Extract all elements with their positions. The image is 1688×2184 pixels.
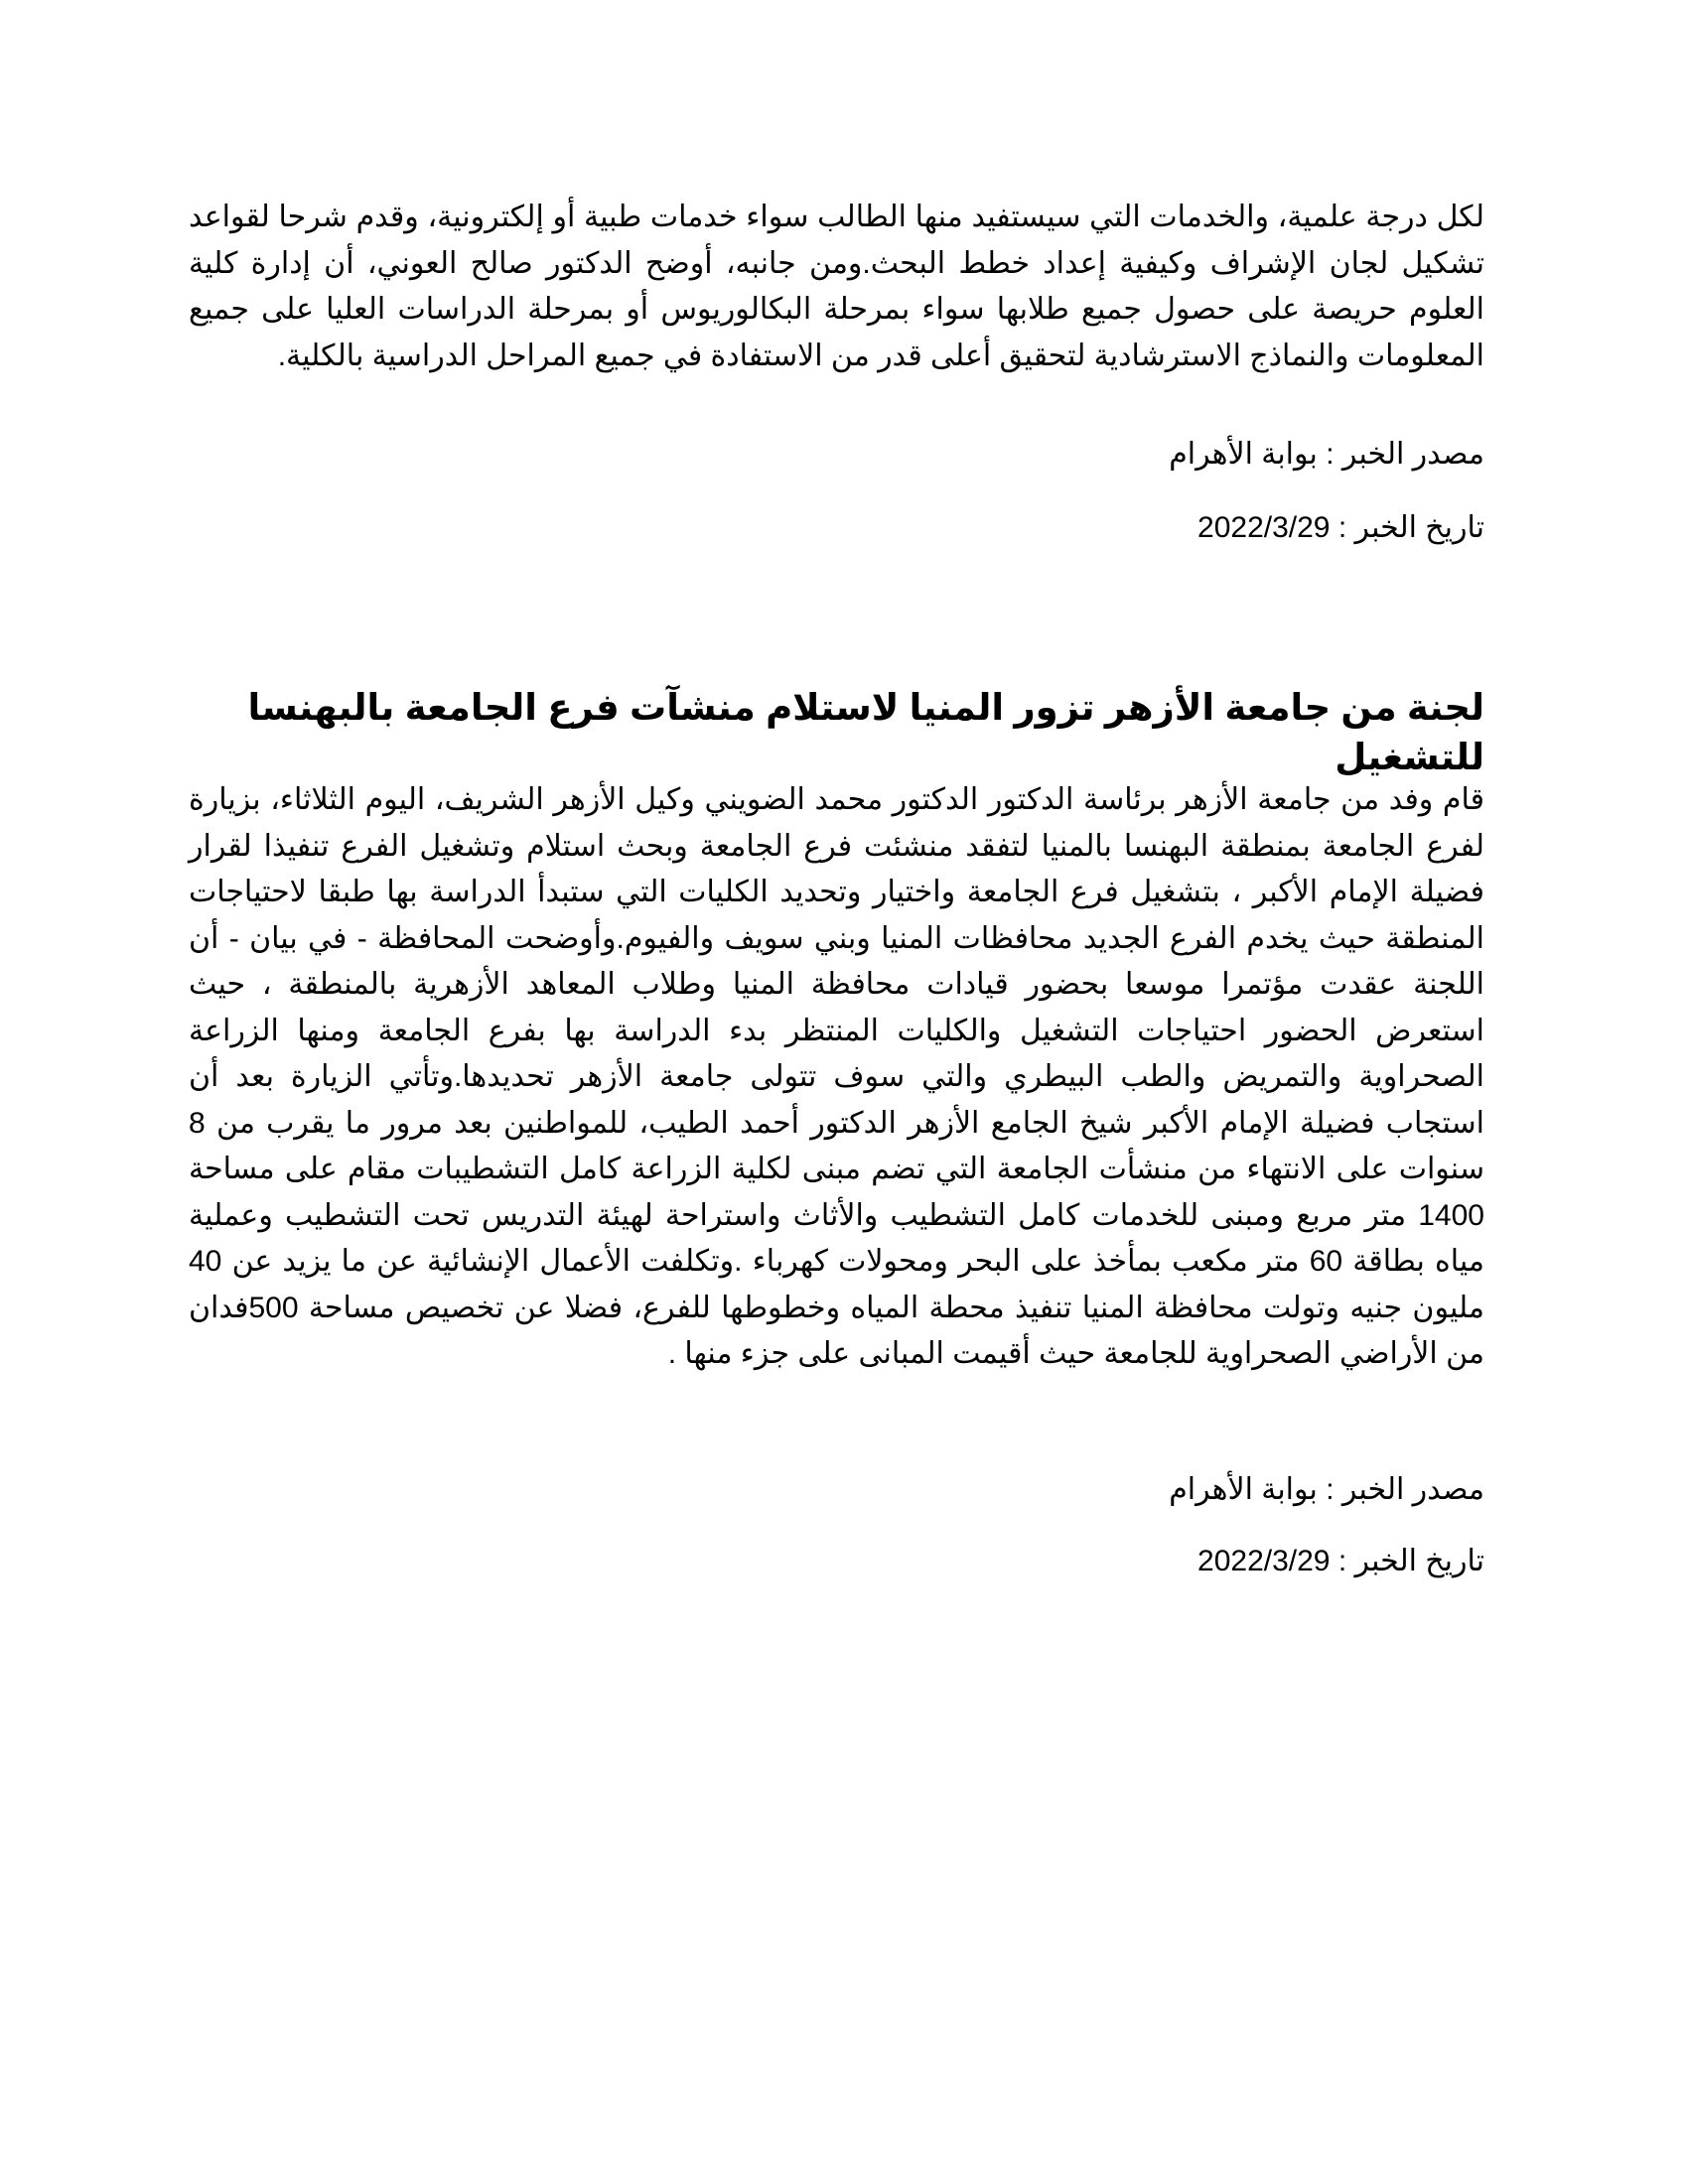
article-2-date-separator: : bbox=[1330, 1545, 1347, 1577]
article-2-source-label: مصدر الخبر bbox=[1341, 1473, 1484, 1506]
article-2-headline: لجنة من جامعة الأزهر تزور المنيا لاستلام منشآت فرع الجامعة بالبهنسا للتشغيل bbox=[247, 687, 1484, 777]
article-2-source-separator: : bbox=[1317, 1473, 1335, 1506]
article-1-date-separator: : bbox=[1330, 511, 1347, 544]
article-1-source-label: مصدر الخبر bbox=[1341, 438, 1484, 471]
article-2-date-value: 2022/3/29 bbox=[1197, 1545, 1331, 1577]
article-1-date-line bbox=[189, 508, 1484, 548]
article-2-source-line bbox=[189, 1470, 1484, 1510]
article-1-date-label: تاريخ الخبر bbox=[1354, 511, 1484, 544]
article-2-body: قام وفد من جامعة الأزهر برئاسة الدكتور الدكتور محمد الضويني وكيل الأزهر الشريف، اليوم الثلاثاء، بزيارة لفرع الجامعة بمنطقة البهنسا بالمنيا لتفقد منشئت فرع الجامعة وبحث استلام وتشغيل الفرع تنفيذا لقرار فضيلة الإمام الأكبر ، بتشغيل فرع الجامعة واختيار وتحديد الكليات التي ستبدأ الدراسة بها طبقا لاحتياجات المنطقة حيث يخدم الفرع الجديد محافظات المنيا وبني سويف والفيوم.وأوضحت المحافظة - في بيان - أن اللجنة عقدت مؤتمرا موسعا بحضور قيادات محافظة المنيا وطلاب المعاهد الأزهرية بالمنطقة ، حيث استعرض الحضور احتياجات التشغيل والكليات المنتظر بدء الدراسة بها بفرع الجامعة ومنها الزراعة الصحراوية والتمريض والطب البيطري والتي سوف تتولى جامعة الأزهر تحديدها.وتأتي الزيارة بعد أن استجاب فضيلة الإمام الأكبر شيخ الجامع الأزهر الدكتور أحمد الطيب، للمواطنين بعد مرور ما يقرب من 8 سنوات على الانتهاء من منشأت الجامعة التي تضم مبنى لكلية الزراعة كامل التشطيبات مقام على مساحة 1400 متر مربع ومبنى للخدمات كامل التشطيب والأثاث واستراحة لهيئة التدريس تحت التشطيب وعملية مياه بطاقة 60 متر مكعب بمأخذ على البحر ومحولات كهرباء .وتكلفت الأعمال الإنشائية عن ما يزيد عن 40 مليون جنيه وتولت محافظة المنيا تنفيذ محطة المياه وخطوطها للفرع، فضلا عن تخصيص مساحة 500فدان من الأراضي الصحراوية للجامعة حيث أقيمت المبانى على جزء منها . bbox=[189, 783, 1484, 1370]
article-1-body: لكل درجة علمية، والخدمات التي سيستفيد منها الطالب سواء خدمات طبية أو إلكترونية، وقدم شرحا لقواعد تشكيل لجان الإشراف وكيفية إعداد خطط البحث.ومن جانبه، أوضح الدكتور صالح العوني، أن إدارة كلية العلوم حريصة على حصول جميع طلابها سواء بمرحلة البكالوريوس أو بمرحلة الدراسات العليا على جميع المعلومات والنماذج الاسترشادية لتحقيق أعلى قدر من الاستفادة في جميع المراحل الدراسية بالكلية. bbox=[189, 201, 1484, 372]
article-1-source-line bbox=[189, 435, 1484, 475]
article-2-date-label: تاريخ الخبر bbox=[1354, 1545, 1484, 1577]
article-2-source-value: بوابة الأهرام bbox=[1169, 1473, 1318, 1506]
article-2-date-line bbox=[189, 1542, 1484, 1581]
article-1-date-value: 2022/3/29 bbox=[1197, 511, 1331, 544]
article-1-source-value: بوابة الأهرام bbox=[1169, 438, 1318, 471]
article-1-source-separator: : bbox=[1317, 438, 1335, 471]
